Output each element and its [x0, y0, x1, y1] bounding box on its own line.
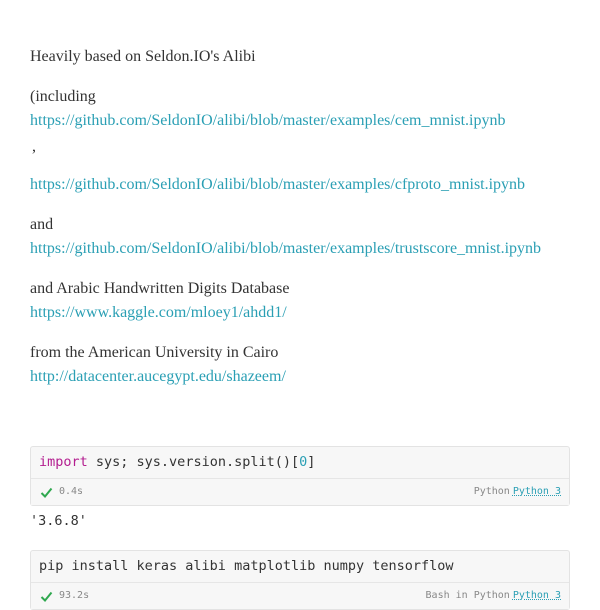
trustscore-mnist-link[interactable]: https://github.com/SeldonIO/alibi/blob/master/examples/trustscore_mnist.ipynb — [30, 240, 542, 257]
intro-text: Heavily based on Seldon.IO's Alibi — [30, 48, 256, 65]
index-number: 0 — [299, 454, 308, 470]
elapsed-time: 93.2s — [59, 590, 90, 601]
arabic-db-text: and Arabic Handwritten Digits Database — [30, 280, 290, 297]
code-editor[interactable] — [31, 447, 569, 478]
code-cell-bash[interactable] — [30, 550, 570, 610]
code-close-bracket: ] — [307, 454, 316, 470]
cell-language: Bash in Python — [425, 590, 510, 601]
auc-link[interactable]: http://datacenter.aucegypt.edu/shazeem/ — [30, 368, 286, 385]
and-text: and — [30, 216, 54, 233]
import-keyword: import — [39, 454, 88, 470]
kernel-selector[interactable]: Python 3 — [512, 590, 561, 601]
check-icon — [40, 486, 53, 499]
auc-text: from the American University in Cairo — [30, 344, 279, 361]
cem-mnist-link[interactable]: https://github.com/SeldonIO/alibi/blob/master/examples/cem_mnist.ipynb — [30, 112, 506, 129]
elapsed-time: 0.4s — [59, 486, 84, 497]
cell-language: Python — [473, 486, 510, 497]
check-icon — [40, 590, 53, 603]
code-text: sys; sys.version.split()[ — [87, 454, 300, 470]
code-editor[interactable]: pip install keras alibi matplotlib numpy tensorflow — [39, 558, 454, 574]
including-text: (including — [30, 88, 96, 105]
kaggle-link[interactable]: https://www.kaggle.com/mloey1/ahdd1/ — [30, 304, 287, 321]
cell-status-bar — [31, 582, 569, 609]
cell-output: '3.6.8' — [30, 513, 87, 529]
cfproto-mnist-link[interactable]: https://github.com/SeldonIO/alibi/blob/master/examples/cfproto_mnist.ipynb — [30, 176, 526, 193]
kernel-selector[interactable]: Python 3 — [512, 486, 561, 497]
comma-text: , — [32, 138, 36, 155]
code-cell-python[interactable] — [30, 446, 570, 506]
cell-status-bar — [31, 478, 569, 505]
